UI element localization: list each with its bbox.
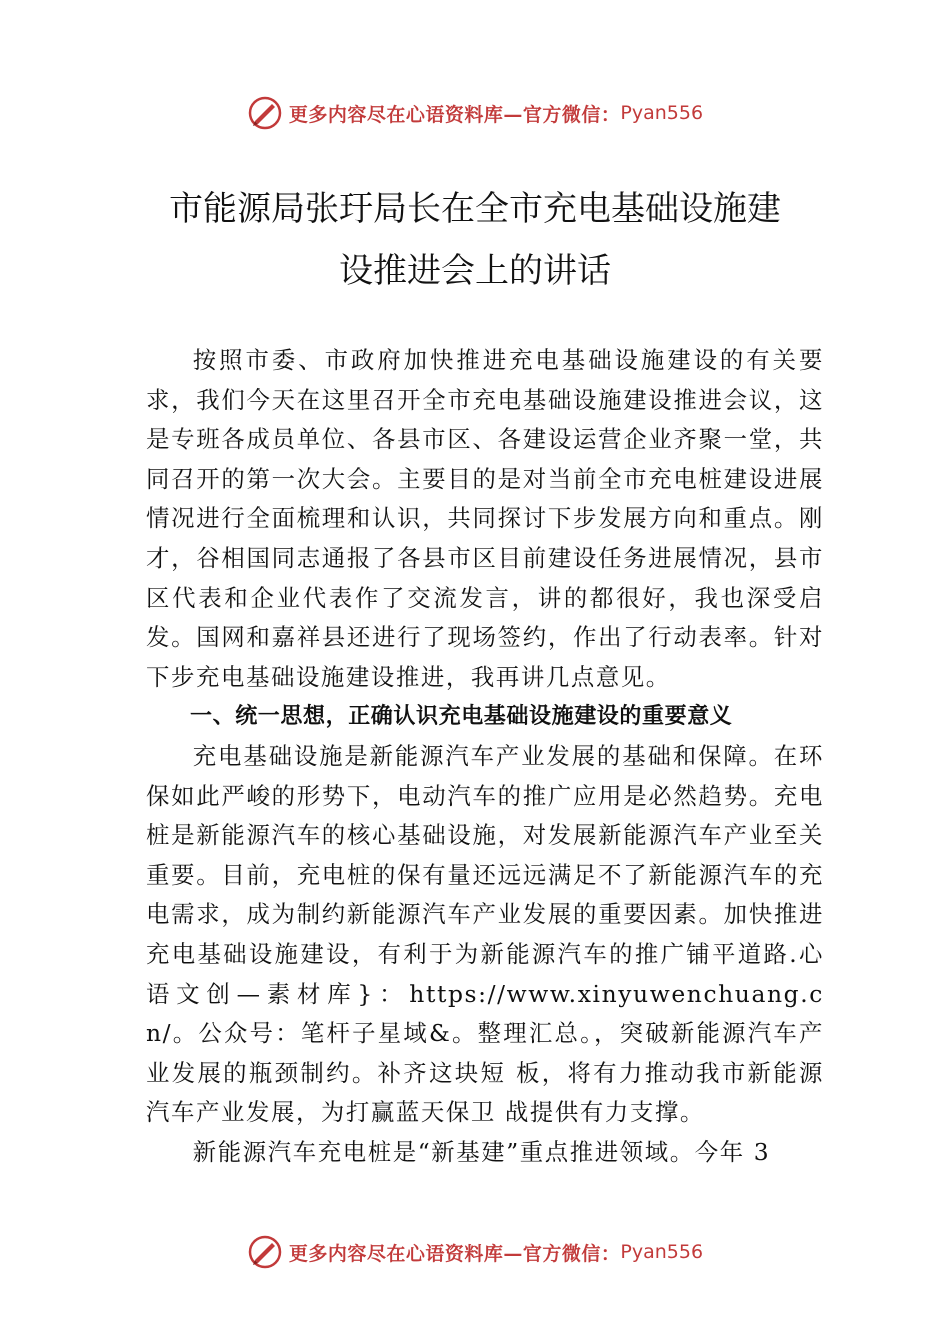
pen-circle-icon bbox=[247, 1234, 283, 1270]
document-title-line-2: 设推进会上的讲话 bbox=[339, 251, 611, 291]
paragraph-new-infrastructure: 新能源汽车充电桩是“新基建”重点推进领域。今年 3 bbox=[192, 1137, 771, 1166]
banner-wechat-id: Pyan556 bbox=[620, 1241, 704, 1263]
pen-circle-icon bbox=[247, 95, 283, 131]
banner-text: 更多内容尽在心语资料库—官方微信： bbox=[288, 103, 621, 126]
header-watermark-banner bbox=[0, 93, 950, 133]
banner-text: 更多内容尽在心语资料库—官方微信： bbox=[288, 1242, 621, 1265]
paragraph-intro: 按照市委、市政府加快推进充电基础设施建设的有关要求，我们今天在这里召开全市充电基础设施建设推进会议，这是专班各成员单位、各县市区、各建设运营企业齐聚一堂，共同召开的第一次大会。主要目的是对当前全市充电桩建设进展情况进行全面梳理和认识，共同探讨下步发展方向和重点。刚才，谷相国同志通报了各县市区目前建设任务进展情况，县市区代表和企业代表作了交流发言，讲的都很好，我也深受启发。国网和嘉祥县还进行了现场签约，作出了行动表率。针对下步充电基础设施建设推进，我再讲几点意见。 bbox=[146, 346, 824, 691]
section-heading-1: 一、统一思想，正确认识充电基础设施建设的重要意义 bbox=[190, 704, 733, 730]
footer-watermark-banner bbox=[0, 1232, 950, 1272]
document-title-line-1: 市能源局张玗局长在全市充电基础设施建 bbox=[169, 189, 781, 229]
paragraph-significance: 充电基础设施是新能源汽车产业发展的基础和保障。在环保如此严峻的形势下，电动汽车的推广应用是必然趋势。充电桩是新能源汽车的核心基础设施，对发展新能源汽车产业至关重要。目前，充电桩的保有量还远远满足不了新能源汽车的充电需求，成为制约新能源汽车产业发展的重要因素。加快推进充电基础设施建设，有利于为新能源汽车的推广铺平道路.心语文创—素材库}：https://www.xinyuwenchuang.cn/。公众号：笔杆子星域&。整理汇总。，突破新能源汽车产业发展的瓶颈制约。补齐这块短 板，将有力推动我市新能源汽车产业发展，为打赢蓝天保卫 战提供有力支撑。 bbox=[146, 741, 824, 1127]
banner-wechat-id: Pyan556 bbox=[620, 102, 704, 124]
document-body bbox=[146, 341, 824, 1172]
